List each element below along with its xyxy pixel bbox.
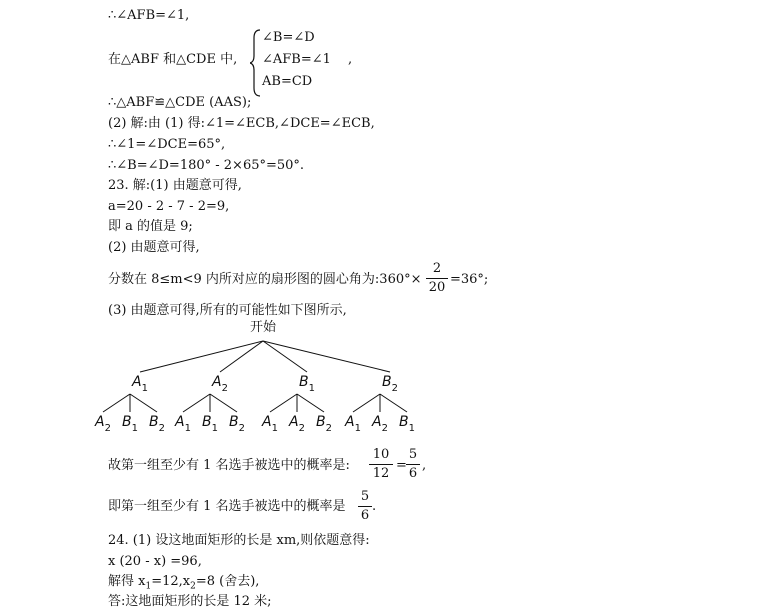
tree-node-level2-3-1: $A_2$: [372, 414, 388, 434]
conclusion-period: .: [372, 499, 377, 514]
tree-edge-1-0: [183, 394, 210, 412]
tree-node-level2-3-0: $A_1$: [345, 414, 361, 434]
tree-edge-1-2: [210, 394, 237, 412]
equation-b-d: ∠B=∠D: [262, 30, 315, 45]
part2-solution: (2) 解:由 (1) 得:∠1=∠ECB,∠DCE=∠ECB,: [108, 116, 375, 131]
tree-edge-root-1: [220, 341, 263, 372]
tree-edge-3-0: [353, 394, 380, 412]
tree-edge-root-2: [263, 341, 307, 372]
tree-edge-2-2: [297, 394, 324, 412]
equation-roots: 解得 $x_1=12,x_2=8$ (舍去),: [108, 574, 260, 592]
tree-node-level2-1-1: $B_1$: [202, 414, 218, 434]
problem-23-header: 23. 解:(1) 由题意可得,: [108, 178, 242, 193]
tree-edge-0-2: [130, 394, 157, 412]
part3-header: (3) 由题意可得,所有的可能性如下图所示,: [108, 303, 347, 318]
probability-text: 故第一组至少有 1 名选手被选中的概率是:: [108, 458, 350, 473]
line-afb-equals-1: ∴∠AFB=∠1,: [108, 8, 190, 23]
tree-node-level2-1-0: $A_1$: [175, 414, 191, 434]
tree-node-level2-0-2: $B_2$: [149, 414, 165, 434]
tree-node-level1-0: $A_1$: [132, 374, 148, 394]
tree-root-label: 开始: [249, 320, 277, 335]
part2-header: (2) 由题意可得,: [108, 240, 200, 255]
tree-node-level2-3-2: $B_1$: [399, 414, 415, 434]
tree-node-level2-2-2: $B_2$: [316, 414, 332, 434]
tree-edge-2-0: [270, 394, 297, 412]
fraction-10-over-12: 10 12: [369, 447, 393, 482]
equals-sign: =: [396, 458, 407, 473]
angle-65: ∴∠1=∠DCE=65°,: [108, 137, 226, 152]
fraction-2-over-20: 2 20: [426, 261, 448, 296]
central-angle-text: 分数在 8≤m<9 内所对应的扇形图的圆心角为:360°×: [108, 272, 422, 287]
tree-node-level1-2: $B_1$: [299, 374, 315, 394]
tree-node-level2-2-0: $A_1$: [262, 414, 278, 434]
tree-edge-3-2: [380, 394, 407, 412]
problem-24-header: 24. (1) 设这地面矩形的长是 xm,则依题意得:: [108, 533, 370, 548]
tree-edge-root-3: [263, 341, 390, 372]
tree-node-level2-1-2: $B_2$: [229, 414, 245, 434]
fraction-5-over-6: 5 6: [406, 447, 420, 482]
central-angle-result: =36°;: [450, 272, 489, 287]
value-a-result: 即 a 的值是 9;: [108, 219, 193, 234]
tree-edge-root-0: [140, 341, 263, 372]
tree-node-level2-0-0: $A_2$: [95, 414, 111, 434]
probability-conclusion: 即第一组至少有 1 名选手被选中的概率是: [108, 499, 346, 514]
tree-node-level2-0-1: $B_1$: [122, 414, 138, 434]
quadratic-equation: x (20 - x) =96,: [108, 554, 202, 569]
congruence-conclusion: ∴△ABF≌△CDE (AAS);: [108, 95, 252, 110]
probability-comma: ,: [422, 458, 427, 473]
fraction-5-over-6-final: 5 6: [358, 489, 372, 524]
congruence-setup: 在△ABF 和△CDE 中,: [108, 52, 238, 67]
value-a-computation: a=20 - 2 - 7 - 2=9,: [108, 199, 230, 214]
tree-node-level1-1: $A_2$: [212, 374, 228, 394]
answer-line: 答:这地面矩形的长是 12 米;: [108, 594, 272, 609]
tree-edge-0-0: [103, 394, 130, 412]
equation-afb-1: ∠AFB=∠1: [262, 52, 331, 67]
angle-50: ∴∠B=∠D=180° - 2×65°=50°.: [108, 158, 305, 173]
tree-node-level2-2-1: $A_2$: [289, 414, 305, 434]
tree-node-level1-3: $B_2$: [382, 374, 398, 394]
system-comma: ,: [348, 52, 353, 67]
equation-ab-cd: AB=CD: [262, 74, 313, 89]
